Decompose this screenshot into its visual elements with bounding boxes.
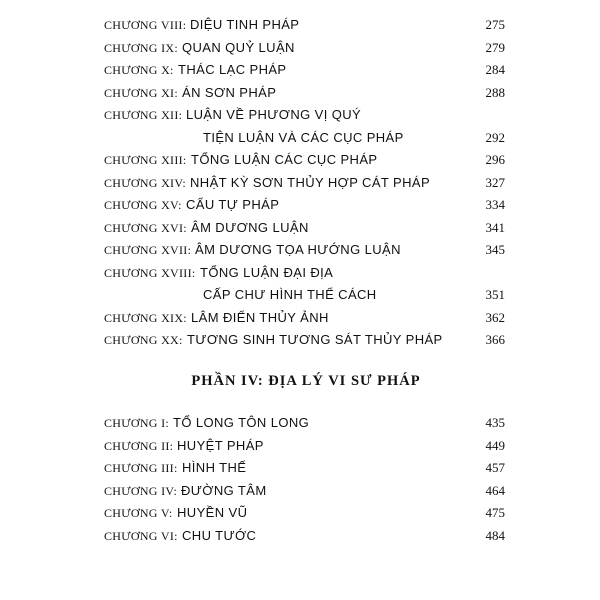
toc-entry [0,412,600,435]
chapter-label: CHƯƠNG VI: [104,528,178,543]
toc-entry [0,480,600,503]
chapter-title: CHU TƯỚC [182,527,257,543]
toc-line [0,104,600,127]
toc-line [0,217,600,240]
chapter-title: TỔ LONG TÔN LONG [173,415,310,430]
chapter-label: CHƯƠNG V: [104,506,173,520]
chapter-label: CHƯƠNG XV: [104,198,182,212]
chapter-label: CHƯƠNG IV: [104,483,178,498]
toc-line [0,329,600,352]
toc-line [0,502,600,525]
toc-line [0,262,600,285]
toc-line [0,435,600,458]
chapter-title: HUYỀN VŨ [177,505,248,520]
toc-line [0,149,600,172]
toc-entry [0,307,600,330]
toc-line [0,284,600,307]
toc-line [0,307,600,330]
chapter-label: CHƯƠNG II: [104,438,174,453]
toc-entry [0,502,600,525]
page-number: 334 [485,197,505,212]
toc-entry [0,457,600,480]
page-number: 296 [485,152,505,167]
toc-entry [0,329,600,352]
page-number: 275 [485,17,505,32]
page-number: 449 [485,437,505,453]
toc-line [0,412,600,435]
page-number: 484 [485,527,505,543]
chapter-title: LÂM ĐIỂN THỦY ẢNH [191,309,329,325]
page-number: 435 [485,415,505,430]
page-number: 341 [485,219,505,235]
toc-line [0,127,600,150]
chapter-label: CHƯƠNG XIV: [104,175,187,190]
toc-line [0,37,600,60]
toc-entry [0,14,600,37]
chapter-label: CHƯƠNG XX: [104,333,183,347]
toc-entry [0,262,600,307]
toc-line [0,59,600,82]
page-number: 292 [485,129,505,145]
page-number: 284 [485,62,505,77]
toc-line [0,457,600,480]
chapter-label: CHƯƠNG XII: [104,108,183,122]
chapter-label: CHƯƠNG XVIII: [104,265,196,280]
chapter-label: CHƯƠNG VIII: [104,18,187,32]
chapter-title: NHẬT KỲ SƠN THỦY HỢP CÁT PHÁP [190,174,431,190]
toc-entry [0,149,600,172]
chapter-label: CHƯƠNG XVII: [104,243,192,257]
toc-line [0,172,600,195]
toc-line [0,194,600,217]
toc-entry [0,435,600,458]
chapter-title: ÂM DƯƠNG TỌA HƯỚNG LUẬN [195,242,401,257]
chapter-title: TIỆN LUẬN VÀ CÁC CỤC PHÁP [203,129,404,145]
toc-line [0,14,600,37]
chapter-title: CẨU TỰ PHÁP [186,197,280,212]
chapter-title: ĐƯỜNG TÂM [181,482,267,498]
page-number: 327 [485,174,505,190]
page-number: 475 [485,505,505,520]
toc-entry [0,59,600,82]
page-number: 288 [485,84,505,100]
page-number: 366 [485,332,505,347]
chapter-title: TỔNG LUẬN CÁC CỤC PHÁP [191,152,378,167]
toc-entry [0,104,600,149]
toc-entry [0,172,600,195]
page-number: 457 [485,460,505,475]
chapter-title: HUYỆT PHÁP [177,437,264,453]
chapter-label: CHƯƠNG I: [104,416,170,430]
chapter-label: CHƯƠNG III: [104,461,178,475]
chapter-label: CHƯƠNG IX: [104,40,178,55]
page-number: 279 [485,39,505,55]
chapter-label: CHƯƠNG X: [104,63,174,77]
chapter-label: CHƯƠNG XI: [104,85,178,100]
page-number: 464 [485,482,505,498]
chapter-label: CHƯƠNG XIII: [104,153,187,167]
toc-line [0,82,600,105]
chapter-title: QUAN QUỶ LUẬN [182,39,295,55]
toc-entry [0,82,600,105]
chapter-title: TỔNG LUẬN ĐẠI ĐỊA [200,264,334,280]
toc-entry [0,37,600,60]
chapter-title: CẤP CHƯ HÌNH THỂ CÁCH [203,287,377,302]
section-heading-text: PHẦN IV: ĐỊA LÝ VI SƯ PHÁP [191,373,421,389]
page-number: 345 [485,242,505,257]
chapter-title: LUẬN VỀ PHƯƠNG VỊ QUÝ [186,107,362,122]
toc-list-part4 [0,412,600,547]
chapter-title: TƯƠNG SINH TƯƠNG SÁT THỦY PHÁP [187,332,443,347]
chapter-title: HÌNH THẾ [182,460,247,475]
chapter-title: DIỆU TINH PHÁP [190,17,300,32]
page-number: 362 [485,309,505,325]
chapter-label: CHƯƠNG XVI: [104,220,187,235]
page-number: 351 [485,287,505,302]
toc-line [0,480,600,503]
toc-line [0,239,600,262]
chapter-title: ÂM DƯƠNG LUẬN [191,219,309,235]
toc-list-part3 [0,14,600,352]
chapter-title: ÁN SƠN PHÁP [182,84,277,100]
chapter-label: CHƯƠNG XIX: [104,310,187,325]
toc-entry [0,525,600,548]
section-heading [0,373,600,390]
chapter-title: THÁC LẠC PHÁP [178,62,287,77]
toc-entry [0,217,600,240]
toc-entry [0,239,600,262]
toc-line [0,525,600,548]
toc-entry [0,194,600,217]
